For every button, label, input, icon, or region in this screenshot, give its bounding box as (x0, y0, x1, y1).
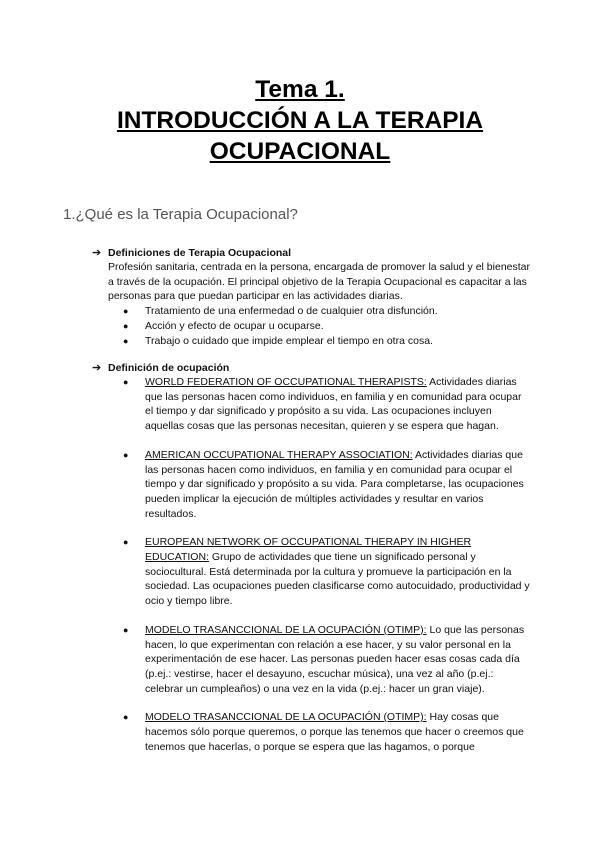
list-item (108, 304, 532, 319)
definitions-text: Profesión sanitaria, centrada en la persona, encargada de promover la salud y el bienestar a través de la ocupación. El principal objetivo de la Terapia Ocupacional es capacitar a las personas para que puedan participar en las actividades diarias. (108, 261, 531, 303)
title-line-3: OCUPACIONAL (209, 138, 391, 165)
occupation-block (92, 361, 532, 768)
list-item (108, 623, 532, 697)
occupation-definition-list (108, 375, 532, 754)
definition-text: Actividades diarias que las personas hacen como individuos, en familia y en comunidad para ocupar el tiempo y dar significado y propósito a su vida. Para completarse, las ocupaciones pueden implicar la ejecución de múltiples actividades y resultar en varios resultados. (145, 448, 524, 520)
bullet-text: Tratamiento de una enfermedad o de cualquier otra disfunción. (145, 305, 438, 318)
list-item (108, 448, 532, 522)
bullet-icon: ● (123, 335, 129, 346)
bullet-icon: ● (123, 712, 129, 723)
bullet-text: Acción y efecto de ocupar u ocuparse. (145, 319, 324, 332)
list-item (108, 334, 532, 349)
occupation-label: Definición de ocupación (108, 362, 230, 374)
organization-name: AMERICAN OCCUPATIONAL THERAPY ASSOCIATION: (145, 448, 413, 461)
list-item (108, 710, 532, 754)
document-title (0, 0, 600, 167)
bullet-icon: ● (123, 320, 129, 331)
list-item (108, 535, 532, 609)
occupation-item (92, 361, 532, 754)
bullet-icon: ● (123, 377, 129, 387)
section-heading: 1.¿Qué es la Terapia Ocupacional? (63, 206, 298, 223)
arrow-icon: ➔ (92, 362, 102, 374)
title-line-1: Tema 1. (255, 76, 345, 103)
arrow-icon: ➔ (92, 247, 102, 259)
bullet-icon: ● (123, 449, 129, 460)
organization-name: MODELO TRASANCCIONAL DE LA OCUPACIÓN (OTIMP): (145, 623, 427, 636)
definition-text: Grupo de actividades que tiene un significado personal y sociocultural. Está determinada por la cultura y promueve la participación en la sociedad. Las ocupaciones pueden clasificarse como autocuidado, productividad y ocio y tiempo libre. (145, 551, 530, 608)
list-item (108, 375, 532, 434)
title-line-2: INTRODUCCIÓN A LA TERAPIA (116, 107, 484, 134)
definitions-bullet-list (108, 304, 532, 348)
definition-text: Hay cosas que hacemos sólo porque queremos, o porque las tenemos que hacer o creemos que tenemos que hacerlas, o porque se espera que las hagamos, o porque (145, 711, 524, 753)
bullet-icon: ● (123, 306, 129, 317)
list-item (108, 319, 532, 334)
definitions-block (92, 246, 532, 348)
definitions-item (92, 246, 532, 348)
organization-name: MODELO TRASANCCIONAL DE LA OCUPACIÓN (OTIMP): (145, 711, 427, 724)
definition-text: Actividades diarias que las personas hacen como individuos, en familia y en comunidad para ocupar el tiempo y dar significado y propósito a su vida. Las ocupaciones incluyen aquellas cosas que las personas necesitan, quieren y se espera que hagan. (145, 376, 522, 433)
definitions-label: Definiciones de Terapia Ocupacional (108, 247, 292, 259)
bullet-icon: ● (123, 624, 129, 635)
bullet-text: Trabajo o cuidado que impide emplear el tiempo en otra cosa. (145, 334, 433, 347)
organization-name: WORLD FEDERATION OF OCCUPATIONAL THERAPISTS: (145, 376, 427, 388)
definition-text: Lo que las personas hacen, lo que experimentan con relación a ese hacer, y su valor personal en la experimentación de ese hacer. Las personas pueden hacer esas cosas cada día (p.ej.: vestirse, hacer el desayuno, escuchar música), una vez al año (p.ej.: celebrar un cumpleaños) o una vez en la vida (p.ej.: hacer un gran viaje). (145, 623, 525, 695)
bullet-icon: ● (123, 537, 129, 548)
organization-name: EUROPEAN NETWORK OF OCCUPATIONAL THERAPY IN HIGHER EDUCATION: (145, 536, 472, 564)
